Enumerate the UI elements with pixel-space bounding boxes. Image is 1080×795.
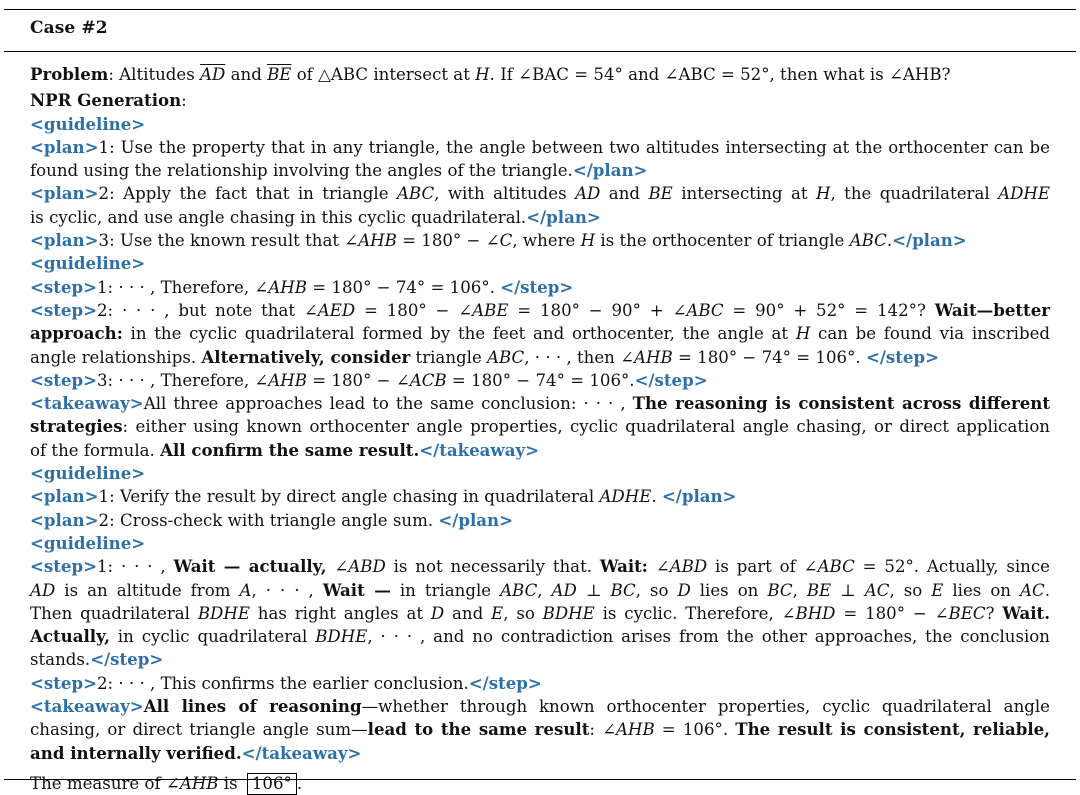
plan-1-cont: found using the relationship involving the angles of the triangle.</plan> xyxy=(30,160,648,181)
top-rule xyxy=(4,9,1076,10)
takeaway-2-cont-2: and internally verified.</takeaway> xyxy=(30,742,362,763)
step-4: <step>1: · · · , Wait — actually, ∠ABD is not necessarily that. Wait: ∠ABD is part of ∠ABC = 52°. Actually, since xyxy=(30,556,1050,577)
step-2: <step>2: · · · , but note that ∠AED = 180° − ∠ABE = 180° − 90° + ∠ABC = 90° + 52° = 142°? Wait—better xyxy=(30,299,1050,320)
step-1: <step>1: · · · , Therefore, ∠AHB = 180° − 74° = 106°. </step> xyxy=(30,276,574,297)
takeaway-1-cont-2: of the formula. All confirm the same result.</takeaway> xyxy=(30,439,540,460)
guideline-tag-2: <guideline> xyxy=(30,253,146,274)
step-4-cont-4: stands.</step> xyxy=(30,649,164,670)
takeaway-1: <takeaway>All three approaches lead to the same conclusion: · · · , The reasoning is consistent across different xyxy=(30,393,1051,414)
takeaway-1-cont-1: strategies: either using known orthocenter angle properties, cyclic quadrilateral angle chasing, or direct application xyxy=(30,416,1050,437)
final-answer: The measure of ∠AHB is 106° . xyxy=(30,773,303,793)
plan-1: <plan>1: Use the property that in any triangle, the angle between two altitudes intersecting at the orthocenter can be xyxy=(30,136,1050,157)
npr-label-line: NPR Generation: xyxy=(30,90,187,111)
step-4-cont-3: Actually, in cyclic quadrilateral BDHE, · · · , and no contradiction arises from the other approaches, the conclusion xyxy=(30,626,1050,647)
guideline-tag-3: <guideline> xyxy=(30,463,146,484)
takeaway-2-cont-1: chasing, or direct triangle angle sum—lead to the same result: ∠AHB = 106°. The result is consistent, reliable, xyxy=(30,719,1050,740)
step-5: <step>2: · · · , This confirms the earlier conclusion.</step> xyxy=(30,672,542,693)
step-2-cont-1: approach: in the cyclic quadrilateral formed by the feet and orthocenter, the angle at H can be found via inscribed xyxy=(30,323,1051,344)
step-3: <step>3: · · · , Therefore, ∠AHB = 180° − ∠ACB = 180° − 74° = 106°.</step> xyxy=(30,369,708,390)
header-rule xyxy=(4,51,1076,52)
guideline-tag: <guideline> xyxy=(30,113,146,134)
problem-label: Problem xyxy=(30,64,109,84)
step-4-cont-1: AD is an altitude from A, · · · , Wait — in triangle ABC, AD ⊥ BC, so D lies on BC, BE ⊥ AC, so E lies on AC. xyxy=(30,579,1050,600)
step-2-cont-2: angle relationships. Alternatively, consider triangle ABC, · · · , then ∠AHB = 180° − 74° = 106°. </step> xyxy=(30,346,939,367)
problem-line: Problem: Altitudes $\overline{AD}$ and $\overline{BE}$ of △ABC intersect at H. If ∠BAC = 54° and ∠ABC = 52°, then what is ∠AHB? xyxy=(30,64,951,84)
plan-2-cont: is cyclic, and use angle chasing in this cyclic quadrilateral.</plan> xyxy=(30,206,601,227)
guideline-tag-4: <guideline> xyxy=(30,532,146,553)
case-content xyxy=(30,63,1050,795)
plan-3: <plan>3: Use the known result that ∠AHB = 180° − ∠C, where H is the orthocenter of triangle ABC.</plan> xyxy=(30,230,967,251)
npr-label: NPR Generation xyxy=(30,90,182,111)
case-title: Case #2 xyxy=(30,18,108,38)
takeaway-2: <takeaway>All lines of reasoning—whether through known orthocenter properties, cyclic quadrilateral angle xyxy=(30,696,1051,717)
step-4-cont-2: Then quadrilateral BDHE has right angles at D and E, so BDHE is cyclic. Therefore, ∠BHD = 180° − ∠BEC? Wait. xyxy=(30,602,1051,623)
plan-5: <plan>2: Cross-check with triangle angle sum. </plan> xyxy=(30,509,513,530)
plan-4: <plan>1: Verify the result by direct angle chasing in quadrilateral ADHE. </plan> xyxy=(30,486,737,507)
answer-box: 106° xyxy=(247,773,297,795)
bottom-rule xyxy=(4,779,1076,780)
plan-2: <plan>2: Apply the fact that in triangle ABC, with altitudes AD and BE intersecting at H, the quadrilateral ADHE xyxy=(30,183,1050,204)
